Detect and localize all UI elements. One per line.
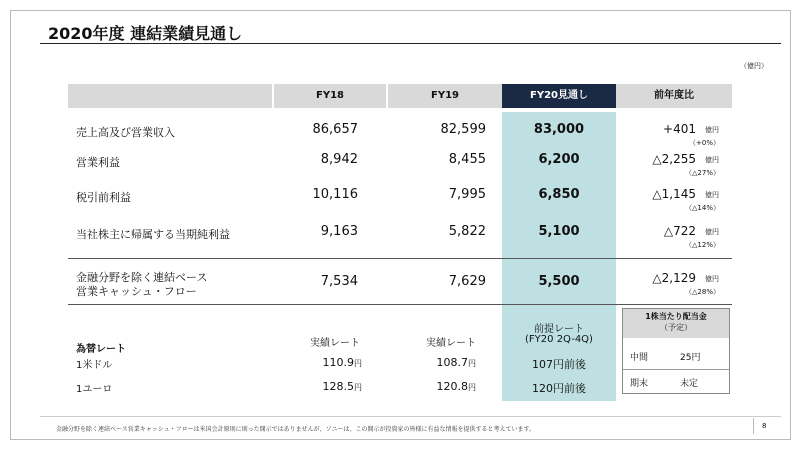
fx-label-usd: 1米ドル — [76, 360, 113, 371]
cell-change-pct: （△27%） — [685, 169, 720, 177]
cell-fy19: 82,599 — [440, 122, 486, 137]
header-yoy: 前年度比 — [654, 90, 694, 101]
page-title: 2020年度 連結業績見通し — [48, 24, 243, 43]
fx-usd-fy18-value: 110.9 — [322, 356, 354, 369]
header-fy20-forecast: FY20見通し — [530, 90, 588, 101]
fx-header-assumed-period: (FY20 2Q-4Q) — [525, 334, 593, 345]
cell-change: △2,129 — [652, 271, 696, 285]
fx-eur-fy18 — [272, 380, 362, 393]
fx-label-eur: 1ユーロ — [76, 384, 113, 395]
fx-usd-fy19-value: 108.7 — [436, 356, 468, 369]
cell-change-pct: （+0%） — [689, 139, 720, 147]
unit-label: （億円） — [740, 62, 768, 70]
fx-eur-fy19 — [386, 380, 476, 393]
dividend-interim-label: 中間 — [630, 353, 649, 363]
cell-fy18: 86,657 — [312, 122, 358, 137]
section-divider — [68, 258, 732, 259]
fx-eur-fy20: 120円前後 — [532, 382, 586, 395]
cell-change-pct: （△14%） — [685, 204, 720, 212]
cell-change: +401 — [663, 122, 696, 136]
cell-change: △2,255 — [652, 152, 696, 166]
fx-usd-fy19 — [386, 356, 476, 369]
fx-yen-unit: 円 — [354, 383, 362, 392]
cell-change-pct: （△12%） — [685, 241, 720, 249]
dividend-row-divider — [622, 369, 730, 370]
fx-yen-unit: 円 — [468, 383, 476, 392]
cell-fy19: 7,995 — [448, 187, 486, 202]
page-number-divider — [753, 418, 754, 434]
cell-fy20: 5,100 — [538, 224, 580, 239]
dividend-title-line2: （予定） — [660, 323, 692, 332]
cell-change-unit: 億円 — [705, 228, 719, 236]
fx-title: 為替レート — [76, 344, 126, 355]
section-divider — [68, 304, 732, 305]
cell-fy18: 9,163 — [320, 224, 358, 239]
dividend-title-line1: 1株当たり配当金 — [645, 312, 707, 321]
cell-change: △1,145 — [652, 187, 696, 201]
fx-usd-fy18 — [272, 356, 362, 369]
fx-eur-fy18-value: 128.5 — [322, 380, 354, 393]
fx-yen-unit: 円 — [468, 359, 476, 368]
dividend-interim-value: 25円 — [680, 353, 701, 363]
cell-fy18: 7,534 — [320, 274, 358, 289]
cell-fy20: 5,500 — [538, 274, 580, 289]
fx-header-fy19: 実績レート — [426, 338, 476, 349]
dividend-year-end-label: 期末 — [630, 379, 649, 389]
row-label-net-income: 当社株主に帰属する当期純利益 — [76, 228, 230, 241]
cell-fy19: 8,455 — [448, 152, 486, 167]
fx-header-assumed: 前提レート — [534, 324, 584, 335]
row-label-pretax-income: 税引前利益 — [76, 191, 131, 204]
cell-fy19: 5,822 — [448, 224, 486, 239]
cell-change: △722 — [663, 224, 696, 238]
footnote: 金融分野を除く連結ベース営業キャッシュ・フローは米国会計原則に則った開示ではありませんが、ソニーは、この開示が投資家の皆様に有益な情報を提供すると考えています。 — [56, 426, 535, 433]
cell-fy20: 6,200 — [538, 152, 580, 167]
cell-change-unit: 億円 — [705, 156, 719, 164]
dividend-year-end-value: 未定 — [680, 379, 699, 389]
header-fy18: FY18 — [316, 90, 344, 101]
fx-yen-unit: 円 — [354, 359, 362, 368]
cell-fy20: 83,000 — [533, 122, 585, 137]
fx-header-fy18: 実績レート — [310, 338, 360, 349]
row-label-operating-income: 営業利益 — [76, 156, 120, 169]
title-underline — [40, 43, 781, 44]
page-number: 8 — [762, 422, 767, 430]
cell-fy20: 6,850 — [538, 187, 580, 202]
cell-fy18: 8,942 — [320, 152, 358, 167]
cell-change-pct: （△28%） — [685, 288, 720, 296]
footer-rule — [40, 416, 781, 417]
cell-fy18: 10,116 — [312, 187, 358, 202]
fx-eur-fy19-value: 120.8 — [436, 380, 468, 393]
row-label-cashflow-line2: 営業キャッシュ・フロー — [76, 285, 197, 298]
fx-usd-fy20: 107円前後 — [532, 358, 586, 371]
cell-change-unit: 億円 — [705, 191, 719, 199]
cell-fy19: 7,629 — [448, 274, 486, 289]
cell-change-unit: 億円 — [705, 126, 719, 134]
header-fy19: FY19 — [431, 90, 459, 101]
row-label-cashflow-line1: 金融分野を除く連結ベース — [76, 271, 208, 284]
cell-change-unit: 億円 — [705, 275, 719, 283]
row-label-sales: 売上高及び営業収入 — [76, 126, 175, 139]
